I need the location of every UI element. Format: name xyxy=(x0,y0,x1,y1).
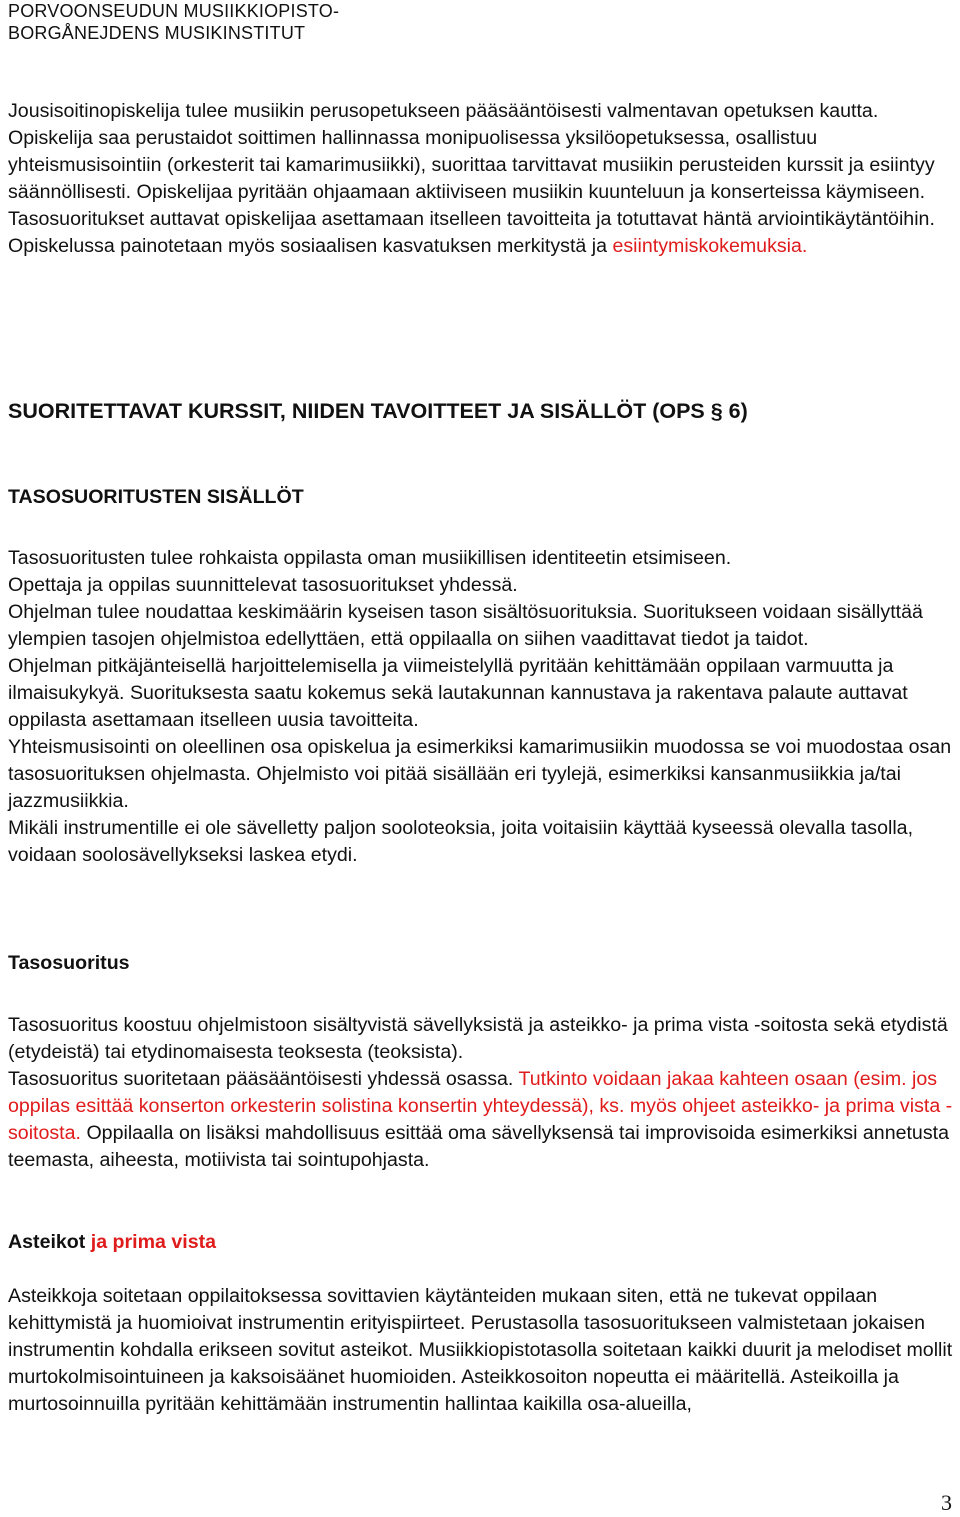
tasosisallot-p1: Tasosuoritusten tulee rohkaista oppilasta oman musiikillisen identiteetin etsimiseen. xyxy=(8,547,732,569)
asteikot-section xyxy=(8,1283,954,1418)
tasosisallot-section xyxy=(8,545,954,869)
tasosuoritus-p2 xyxy=(8,1066,954,1174)
intro-text: Jousisoitinopiskelija tulee musiikin perusopetukseen pääsääntöisesti valmentavan opetuksen kautta. Opiskelija saa perustaidot soittimen hallinnassa monipuolisessa yksilöopetuksessa, osallistuu yhteismusisointiin (orkesterit tai kamarimusiikki), suorittaa tarvittavat musiikin perusteiden kurssit ja esiintyy säännöllisesti. Opiskelijaa pyritään ohjaamaan aktiiviseen musiikin kuunteluun ja konserteissa käymiseen. Tasosuoritukset auttavat opiskelijaa asettamaan itselleen tavoitteita ja totuttavat häntä arviointikäytäntöihin. Opiskelussa painotetaan myös sosiaalisen kasvatuksen merkitystä ja xyxy=(8,100,935,257)
page-number: 3 xyxy=(941,1490,952,1515)
tasosuoritus-p2-text-end: Oppilaalla on lisäksi mahdollisuus esittää oma sävellyksensä tai improvisoida esimerkiksi annetusta teemasta, aiheesta, motiivista tai sointupohjasta. xyxy=(8,1122,949,1171)
intro-red-text: esiintymiskokemuksia. xyxy=(612,235,808,257)
tasosuoritus-p2-text: Tasosuoritus suoritetaan pääsääntöisesti yhdessä osassa. xyxy=(8,1068,514,1090)
main-heading: SUORITETTAVAT KURSSIT, NIIDEN TAVOITTEET JA SISÄLLÖT (OPS § 6) xyxy=(8,399,748,423)
tasosisallot-p3: Ohjelman tulee noudattaa keskimäärin kyseisen tason sisältösuorituksia. Suoritukseen voidaan sisällyttää ylempien tasojen ohjelmistoa edellyttäen, että oppilaalla on siihen vaadittavat tiedot ja taidot. xyxy=(8,601,923,650)
tasosisallot-p4: Ohjelman pitkäjänteisellä harjoittelemisella ja viimeistelyllä pyritään kehittämään oppilaan varmuutta ja ilmaisukykyä. Suorituksesta saatu kokemus sekä lautakunnan kannustava ja rakentava palaute auttavat oppilasta asettamaan itselleen uusia tavoitteita. xyxy=(8,655,908,731)
tasosuoritus-p2-red-text: Tutkinto voidaan jakaa kahteen osaan (esim. jos oppilas esittää konserton orkesterin solistina konsertin yhteydessä), ks. myös ohjeet asteikko- ja prima vista -soitosta. xyxy=(8,1068,953,1144)
asteikot-p1: Asteikkoja soitetaan oppilaitoksessa sovittavien käytänteiden mukaan siten, että ne tukevat oppilaan kehittymistä ja huomioivat instrumentin erityispiirteet. Perustasolla tasosuoritukseen valmistetaan jokaisen instrumentin kohdalla erikseen sovitut asteikot. Musiikkiopistotasolla soitetaan kaikki duurit ja melodiset mollit murtokolmisointuineen ja kaksoisäänet huomioiden. Asteikkosoiton nopeutta ei määritellä. Asteikoilla ja murtosoinnuilla pyritään kehittämään instrumentin hallintaa kaikilla osa-alueilla, xyxy=(8,1285,953,1415)
asteikot-heading-block xyxy=(8,1229,954,1256)
asteikot-heading xyxy=(8,1229,954,1256)
intro-paragraph xyxy=(8,98,954,260)
school-header xyxy=(8,0,339,44)
tasosisallot-p2: Opettaja ja oppilas suunnittelevat tasosuoritukset yhdessä. xyxy=(8,574,518,596)
sub-heading-block xyxy=(8,484,954,511)
intro-section xyxy=(8,98,954,260)
sub-heading: TASOSUORITUSTEN SISÄLLÖT xyxy=(8,486,304,508)
tasosuoritus-p1: Tasosuoritus koostuu ohjelmistoon sisältyvistä sävellyksistä ja asteikko- ja prima vista -soitosta sekä etydistä (etydeistä) tai etydinomaisesta teoksesta (teoksista). xyxy=(8,1014,948,1063)
tasosuoritus-heading: Tasosuoritus xyxy=(8,952,130,974)
main-heading-block xyxy=(8,397,954,425)
asteikot-heading-text: Asteikot xyxy=(8,1231,86,1253)
tasosisallot-p5: Yhteismusisointi on oleellinen osa opiskelua ja esimerkiksi kamarimusiikin muodossa se voi muodostaa osan tasosuorituksen ohjelmasta. Ohjelmisto voi pitää sisällään eri tyylejä, esimerkiksi kansanmusiikkia ja/tai jazzmusiikkia. xyxy=(8,736,952,812)
header-line-2: BORGÅNEJDENS MUSIKINSTITUT xyxy=(8,23,306,43)
tasosuoritus-heading-block xyxy=(8,950,954,977)
asteikot-heading-red-text: ja prima vista xyxy=(90,1231,217,1253)
tasosuoritus-section xyxy=(8,1012,954,1174)
tasosisallot-p6: Mikäli instrumentille ei ole sävelletty paljon sooloteoksia, joita voitaisiin käyttää kyseessä olevalla tasolla, voidaan soolosävellykseksi laskea etydi. xyxy=(8,817,914,866)
header-line-1: PORVOONSEUDUN MUSIIKKIOPISTO- xyxy=(8,1,340,21)
